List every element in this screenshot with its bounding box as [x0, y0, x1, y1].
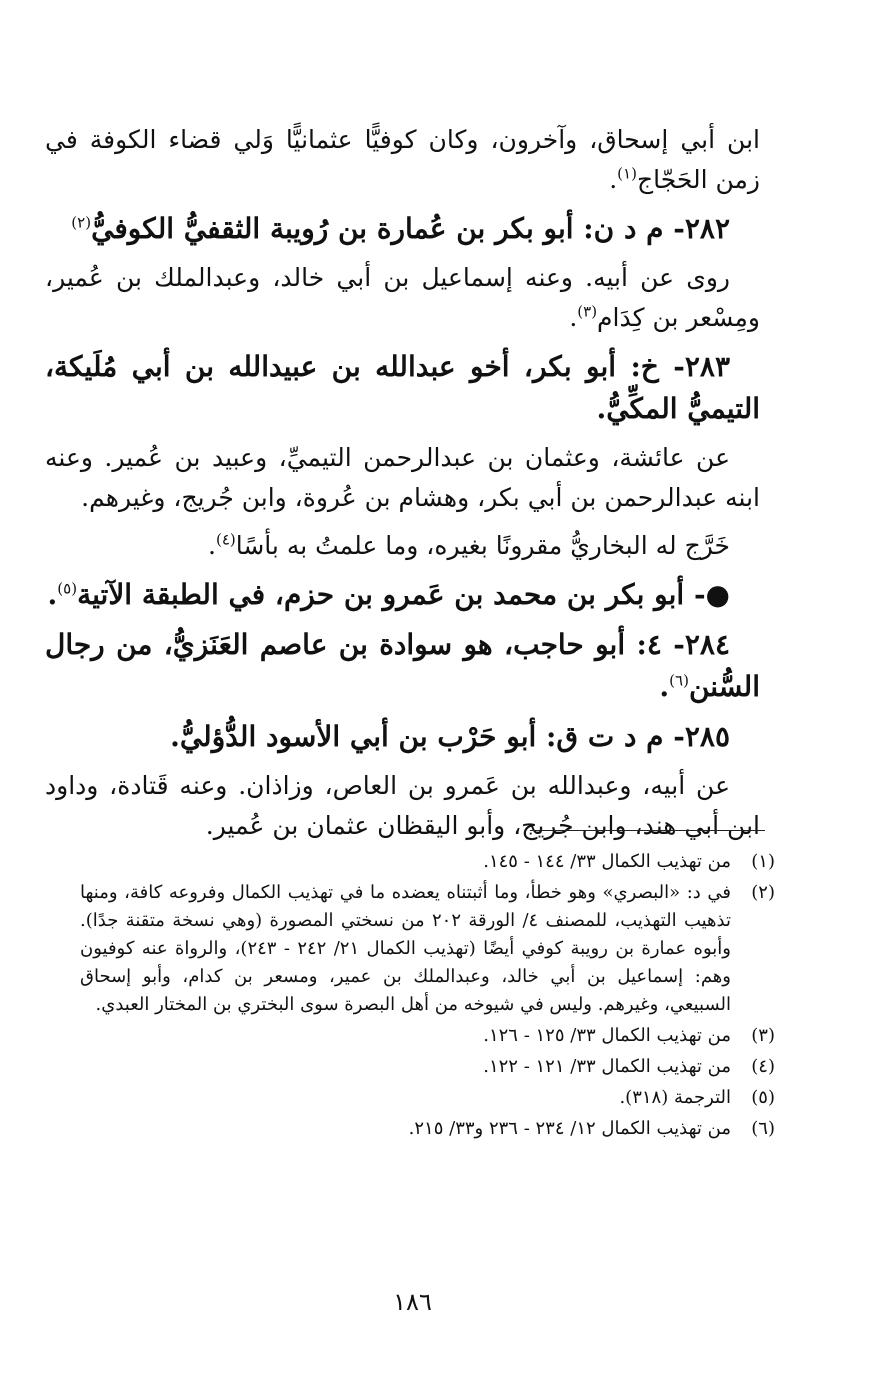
footnote-ref: (٣)	[577, 302, 598, 321]
footnote-number: (١)	[751, 851, 775, 872]
footnote-3	[80, 1022, 775, 1050]
footnote-number: (٤)	[751, 1056, 775, 1077]
intro-paragraph	[45, 120, 760, 200]
footnotes	[80, 848, 775, 1146]
period: .	[659, 670, 670, 703]
period: .	[569, 303, 578, 332]
footnote-text: من تهذيب الكمال ٣٣/ ١٢١ - ١٢٢.	[483, 1056, 731, 1077]
entry-285-text: عن أبيه، وعبدالله بن عَمرو بن العاص، وزاذان. وعنه قَتادة، وداود ابن أبي هند، وابن جُريج، وأبو اليقظان عثمان بن عُمير.	[45, 771, 760, 840]
cross-reference-text: ●- أبو بكر بن محمد بن عَمرو بن حزم، في الطبقة الآتية	[77, 578, 730, 611]
entry-283-note	[45, 526, 760, 566]
entry-284-title: ٢٨٤- ٤: أبو حاجب، هو سوادة بن عاصم العَنَزيُّ، من رجال السُّنن	[45, 628, 760, 703]
entry-282-heading	[45, 208, 760, 250]
footnote-text: في د: «البصري» وهو خطأ، وما أثبتناه يعضده ما في تهذيب الكمال وفروعه كافة، ومنها تذهيب التهذيب، للمصنف ٤/ الورقة ٢٠٢ من نسختي المصورة (وهي نسخة متقنة جدًا). وأبوه عمارة بن رويبة كوفي أيضًا (تهذيب الكمال ٢١/ ٢٤٢ - ٢٤٣)، والرواة عنه كوفيون وهم: إسماعيل بن أبي خالد، وعبدالملك بن عمير، ومسعر بن كدام، وأبو إسحاق السبيعي، وغيرهم. وليس في شيوخه من أهل البصرة سوى البختري بن المختار العبدي.	[80, 882, 731, 1015]
period: .	[609, 165, 618, 194]
main-text	[45, 120, 760, 854]
footnote-5	[80, 1084, 775, 1112]
footnote-text: من تهذيب الكمال ٣٣/ ١٤٤ - ١٤٥.	[483, 851, 731, 872]
footnote-number: (٣)	[751, 1025, 775, 1046]
entry-285-heading: ٢٨٥- م د ت ق: أبو حَرْب بن أبي الأسود الدُّؤليُّ.	[170, 720, 730, 753]
footnote-ref: (١)	[617, 164, 637, 183]
footnote-ref: (٥)	[57, 579, 78, 598]
footnote-number: (٢)	[751, 882, 775, 903]
entry-283-heading: ٢٨٣- خ: أبو بكر، أخو عبدالله بن عبيدالله بن أبي مُلَيكة، التيميُّ المكِّيُّ.	[45, 350, 760, 425]
cross-reference-line	[45, 574, 760, 616]
entry-283-text: عن عائشة، وعثمان بن عبدالرحمن التيميِّ، وعبيد بن عُمير. وعنه ابنه عبدالرحمن بن أبي بكر، وهشام بن عُروة، وابن جُريج، وغيرهم.	[45, 443, 760, 512]
footnote-separator	[530, 830, 765, 831]
period: .	[208, 531, 216, 560]
footnote-6	[80, 1115, 775, 1143]
footnote-ref: (٢)	[71, 213, 92, 232]
footnote-text: من تهذيب الكمال ٣٣/ ١٢٥ - ١٢٦.	[483, 1025, 731, 1046]
footnote-text: من تهذيب الكمال ١٢/ ٢٣٤ - ٢٣٦ و٣٣/ ٢١٥.	[408, 1118, 731, 1139]
intro-text: ابن أبي إسحاق، وآخرون، وكان كوفيًّا عثمانيًّا وَلي قضاء الكوفة في زمن الحَجّاج	[45, 125, 760, 194]
page-number: ١٨٦	[393, 1288, 432, 1316]
period: .	[47, 578, 58, 611]
footnote-1	[80, 848, 775, 876]
footnote-4	[80, 1053, 775, 1081]
footnote-text: الترجمة (٣١٨).	[619, 1087, 731, 1108]
footnote-ref: (٦)	[669, 671, 689, 690]
entry-284-heading	[45, 624, 760, 708]
entry-282-text	[45, 258, 760, 338]
footnote-number: (٦)	[751, 1118, 775, 1139]
entry-282-body: روى عن أبيه. وعنه إسماعيل بن أبي خالد، وعبدالملك بن عُمير، ومِسْعر بن كِدَام	[45, 263, 760, 332]
footnote-ref: (٤)	[215, 530, 236, 549]
entry-283-note-text: خَرَّج له البخاريُّ مقرونًا بغيره، وما علمتُ به بأسًا	[235, 531, 730, 560]
entry-282-title: ٢٨٢- م د ن: أبو بكر بن عُمارة بن رُويبة الثقفيُّ الكوفيُّ	[91, 212, 730, 245]
footnote-2	[80, 879, 775, 1019]
footnote-number: (٥)	[751, 1087, 775, 1108]
